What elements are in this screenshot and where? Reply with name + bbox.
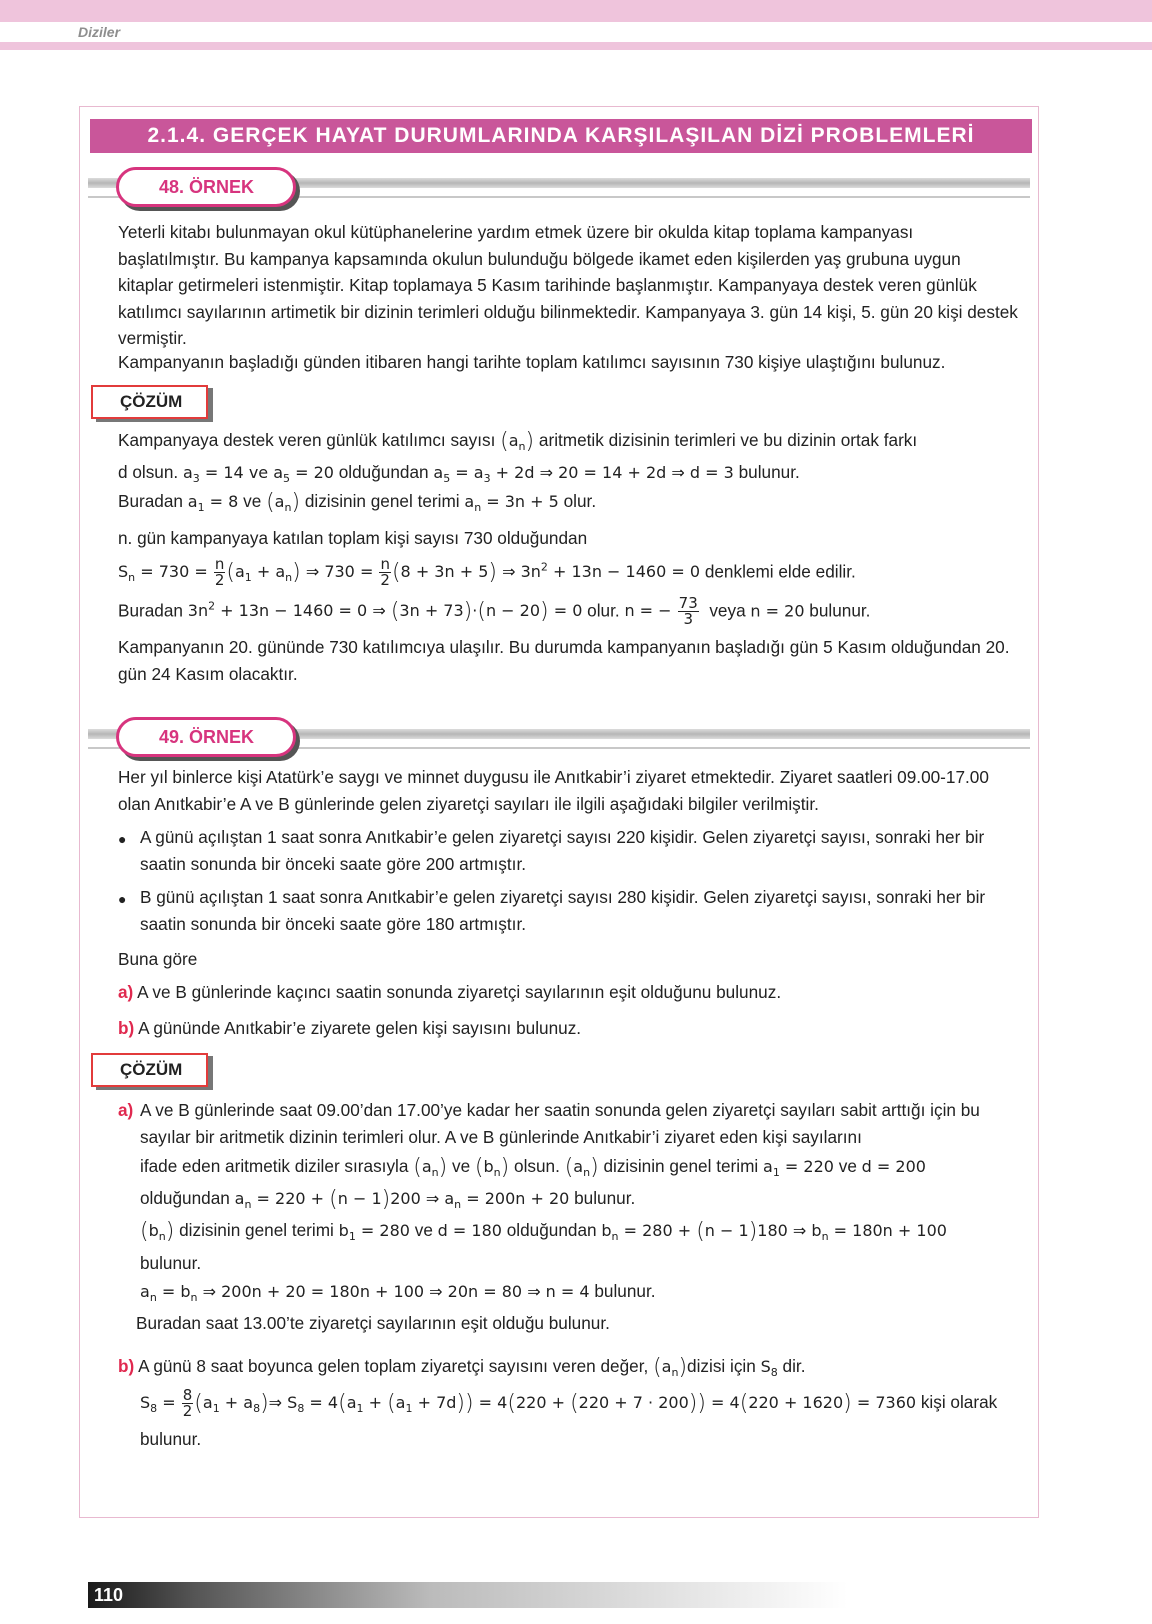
solution-48-line-6: Buradan $3n^2 + 13n - 1460 = 0$ ⇒ (3n + 73)·(n − 20) = 0 olur. n = − $\frac{73}{3}$ veya n = 20 bulunur.	[118, 594, 871, 629]
solution-49-a-line-5: bulunur.	[140, 1253, 202, 1273]
solution-49-a-line-6: $a_n = b_n$ ⇒ 200n + 20 = 180n + 100 ⇒ 20n = 80 ⇒ n = 4 bulunur.	[140, 1281, 656, 1305]
example-49-question-b: b) A gününde Anıtkabir’e ziyarete gelen kişi sayısını bulunuz.	[118, 1018, 582, 1038]
solution-48-line-4: n. gün kampanyaya katılan toplam kişi sayısı 730 olduğundan	[118, 528, 588, 548]
page-number: 110	[94, 1585, 124, 1605]
solution-49-part-a-label: a)	[118, 1100, 134, 1120]
solution-49-a-line-3: olduğundan $a_n = 220 + (n - 1)200$ ⇒ $a_n = 200n + 20$ bulunur.	[140, 1187, 636, 1212]
example-49-question-a: a) A ve B günlerinde kaçıncı saatin sonunda ziyaretçi sayılarının eşit olduğunu bulunuz.	[118, 982, 782, 1002]
example-48-label: 48. ÖRNEK	[116, 167, 296, 207]
solution-49-b-line-2: $S_8$ = $\frac{8}{2}$ ($a_1$ + $a_8)\Rightarrow$ $S_8 = 4(a_1 + (a_1 + 7d)) = 4(220 + (220 + 7 \cdot 200)) = 4(220 + 1620) = 7360$ kişi olarak	[140, 1386, 998, 1420]
example-49-label: 49. ÖRNEK	[116, 717, 296, 757]
solution-49-a-line-1: A ve B günlerinde saat 09.00’dan 17.00’ye kadar her saatin sonunda gelen ziyaretçi sayıları sabit arttığı için bu sayılar bir aritmetik dizinin terimleri olur. A ve B günlerinde Anıtkabir’i ziyaret eden kişi sayılarını	[140, 1100, 980, 1147]
example-49-paragraph: Her yıl binlerce kişi Atatürk’e saygı ve minnet duygusu ile Anıtkabir’i ziyaret etmektedir. Ziyaret saatleri 09.00-17.00 olan Anıtkabir’e A ve B günlerinde gelen ziyaretçi sayıları ile ilgili aşağıdaki bilgiler verilmiştir.	[118, 767, 989, 814]
solution-49-a-line-4: $(b_n)$ dizisinin genel terimi $b_1 = 280$ ve d = 180 olduğundan $b_n = 280 + (n - 1)180$ ⇒ $b_n = 180n + 100$	[140, 1219, 947, 1244]
solution-49-b-line-1: b) A günü 8 saat boyunca gelen toplam ziyaretçi sayısını veren değer, $(a_n)dizisi$ için $S_8$ dir.	[118, 1355, 806, 1380]
solution-48-line-2: d olsun. $a_3 = 14$ ve $a_5 = 20$ olduğundan $a_5 = a_3 + 2d$ ⇒ 20 = 14 + 2d ⇒ d = 3 bulunur.	[118, 462, 800, 486]
chapter-title: Diziler	[78, 24, 121, 40]
example-48-question: Kampanyanın başladığı günden itibaren hangi tarihte toplam katılımcı sayısının 730 kişiye ulaştığını bulunuz.	[118, 352, 946, 372]
solution-48-label: ÇÖZÜM	[91, 385, 208, 419]
solution-49-a-line-2: ifade eden aritmetik diziler sırasıyla $(a_n)$ ve $(b_n)$ olsun. $(a_n)$ dizisinin genel terimi $a_1 = 220$ ve d = 200	[140, 1155, 926, 1180]
solution-48-line-3: Buradan $a_1 = 8$ ve $(a_n)$ dizisinin genel terimi $a_n = 3n + 5$ olur.	[118, 490, 597, 515]
bullet-icon: ●	[118, 891, 127, 907]
top-divider	[0, 42, 1152, 50]
example-49-bullet-1: A günü açılıştan 1 saat sonra Anıtkabir’e gelen ziyaretçi sayısı 220 kişidir. Gelen ziyaretçi sayısı, sonraki her bir saatin sonunda bir önceki saate göre 200 artmıştır.	[140, 827, 985, 874]
top-color-band	[0, 0, 1152, 22]
example-48-paragraph: Yeterli kitabı bulunmayan okul kütüphanelerine yardım etmek üzere bir okulda kitap toplama kampanyası başlatılmıştır. Bu kampanya kapsamında okulun bulunduğu bölgede ikamet eden kişilerden yaş grubuna uygun kitaplar getirmeleri istenmiştir. Kitap toplamaya 5 Kasım tarihinde başlanmıştır. Kampanyaya destek veren günlük katılımcı sayılarının artimetik bir dizinin terimleri olduğu bilinmektedir. Kampanyaya 3. gün 14 kişi, 5. gün 20 kişi destek vermiştir.	[118, 222, 1018, 348]
solution-48-line-5: $S_n = 730$ = $\frac{n}{2}$ $(a_1 + a_n)$ ⇒ 730 = $\frac{n}{2}$ (8 + 3n + 5) ⇒ $3n^2 + 13n - 1460 = 0$ denklemi elde edilir.	[118, 555, 856, 590]
solution-49-a-conclusion: Buradan saat 13.00’te ziyaretçi sayılarının eşit olduğu bulunur.	[136, 1313, 610, 1333]
footer-bar	[88, 1582, 848, 1608]
solution-49-b-line-3: bulunur.	[140, 1429, 202, 1449]
section-title: 2.1.4. GERÇEK HAYAT DURUMLARINDA KARŞILAŞILAN DİZİ PROBLEMLERİ	[90, 119, 1032, 153]
solution-48-conclusion: Kampanyanın 20. gününde 730 katılımcıya ulaşılır. Bu durumda kampanyanın başladığı gün 5 Kasım olduğundan 20. gün 24 Kasım olacaktır.	[118, 637, 1010, 684]
example-49-bullet-2: B günü açılıştan 1 saat sonra Anıtkabir’e gelen ziyaretçi sayısı 280 kişidir. Gelen ziyaretçi sayısı, sonraki her bir saatin sonunda bir önceki saate göre 180 artmıştır.	[140, 887, 986, 934]
bullet-icon: ●	[118, 831, 127, 847]
example-49-intro: Buna göre	[118, 949, 198, 969]
solution-49-label: ÇÖZÜM	[91, 1053, 208, 1087]
solution-48-line-1: Kampanyaya destek veren günlük katılımcı sayısı $(a_n)$ aritmetik dizisinin terimleri ve bu dizinin ortak farkı	[118, 429, 918, 454]
